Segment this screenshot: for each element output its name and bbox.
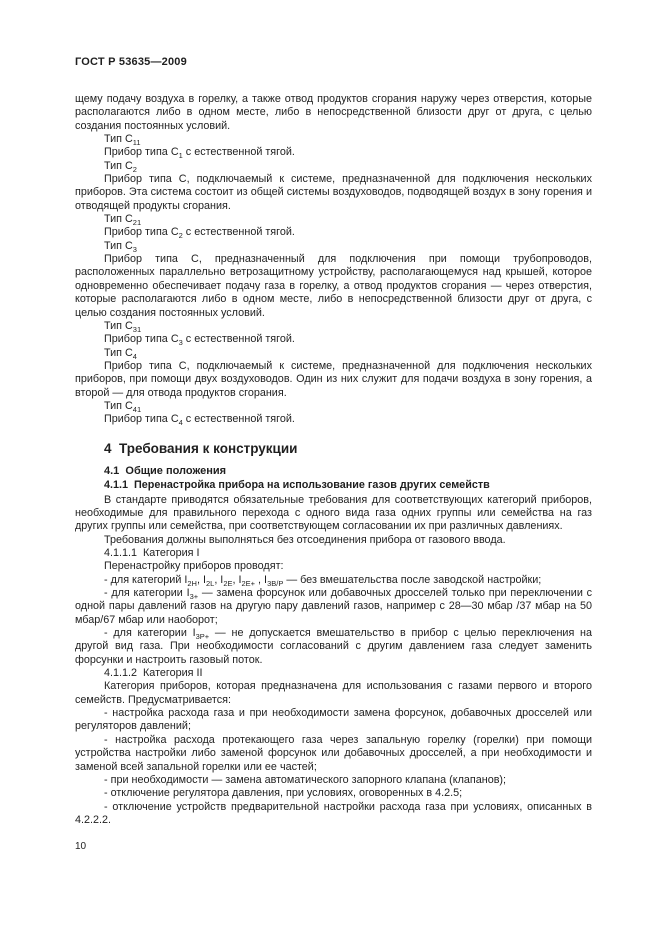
document-code-header: ГОСТ Р 53635—2009 bbox=[75, 56, 187, 68]
clause-heading-line: 4.1.1.1 Категория I bbox=[104, 547, 200, 559]
list-item: - при необходимости — замена автоматического запорного клапана (клапанов); bbox=[104, 773, 507, 786]
type-description-line: Прибор типа $С_2$ с естественной тягой. bbox=[104, 226, 295, 241]
paragraph-continuation: щему подачу воздуха в горелку, а также отвод продуктов сгорания наружу через отверстия, которые располагаются либо в одном месте, либо в непосредственной близости друг от друга, с целью создания постоянных условий. bbox=[75, 93, 592, 132]
type-description-line: Прибор типа $С_3$ с естественной тягой. bbox=[104, 333, 295, 348]
paragraph: В стандарте приводятся обязательные требования для соответствующих категорий приборов, необходимые для правильного перехода с одного вида газа одних группы или семейства на газ других группы или семейства, при соответствующем согласовании их при различных давлениях. bbox=[75, 493, 592, 533]
type-description-line: Прибор типа $С_1$ с естественной тягой. bbox=[104, 146, 295, 161]
page-number: 10 bbox=[75, 841, 87, 852]
paragraph: Категория приборов, которая предназначена для использования с газами первого и второго семейств. Предусматривается: bbox=[75, 680, 592, 706]
subsubsection-heading: 4.1.1 Перенастройка прибора на использование газов других семейств bbox=[104, 479, 490, 492]
paragraph: Прибор типа С, подключаемый к системе, предназначенной для подключения нескольких приборов, при помощи двух воздуховодов. Один из них служит для подачи воздуха в зону горения, а второй — для отвода продуктов сгорания. bbox=[75, 359, 592, 399]
list-item: - для категории $I_{3+}$ — замена форсунок или добавочных дросселей только при переключении с одной пары давлений газов на другую пару давлений газов, например с 28—30 мбар /37 мбар на 50 мбар/67 мбар или наоборот; bbox=[75, 587, 592, 626]
list-item: - настройка расхода протекающего газа через запальную горелку (горелки) при помощи устройства настройки либо заменой форсунок или добавочных дросселей, а при необходимости и заменой всей запальной горелки или ее частей; bbox=[75, 733, 592, 773]
paragraph: Прибор типа С, предназначенный для подключения при помощи трубопроводов, расположенных параллельно ветрозащитному устройству, располагающемуся над крышей, которое одновременно обеспечивает подачу газа в горелку, а отвод продуктов сгорания — через отверстия, которые располагаются либо в одном месте, либо в непосредственной близости друг от друга, с целью создания постоянных условий. bbox=[75, 253, 592, 319]
paragraph-lead-line: Перенастройку приборов проводят: bbox=[104, 560, 284, 573]
paragraph: Требования должны выполняться без отсоединения прибора от газового ввода. bbox=[104, 533, 506, 546]
list-item: - отключение регулятора давления, при условиях, оговоренных в 4.2.5; bbox=[104, 787, 463, 800]
paragraph: Прибор типа С, подключаемый к системе, предназначенной для подключения нескольких приборов. Эта система состоит из общей системы воздуховодов, подводящей воздух в зону горения и отводящей продукты сгорания. bbox=[75, 173, 592, 212]
clause-heading-line: 4.1.1.2 Категория II bbox=[104, 667, 203, 680]
type-designation-line: Тип $С_{11}$ bbox=[104, 133, 141, 148]
type-description-line: Прибор типа $С_4$ с естественной тягой. bbox=[104, 413, 295, 428]
type-designation-line: Тип $С_4$ bbox=[104, 346, 137, 361]
list-item: - для категории $I_{3P+}$ — не допускается вмешательство в прибор с целью переключения на другой вид газа. При необходимости согласований с другим давлением газа следует заменить форсунки и настроить газовый поток. bbox=[75, 627, 593, 666]
type-designation-line: Тип $С_{41}$ bbox=[104, 399, 142, 415]
type-designation-line: Тип $С_3$ bbox=[104, 239, 137, 254]
list-item: - отключение устройств предварительной настройки расхода газа при условиях, описанных в 4.2.2.2. bbox=[75, 800, 592, 826]
type-designation-line: Тип $С_2$ bbox=[104, 159, 137, 174]
document-body bbox=[75, 93, 592, 827]
list-item: - настройка расхода газа и при необходимости замена форсунок, добавочных дросселей или регуляторов давлений; bbox=[75, 707, 592, 733]
list-item: - для категорий $I_{2H}$, $I_{2L}$, $I_{2E}$, $I_{2E+}$ , $I_{3B/P}$ — без вмешательства после заводской настройки; bbox=[104, 573, 542, 588]
section-heading: 4 Требования к конструкции bbox=[104, 440, 298, 456]
type-designation-line: Тип $С_{21}$ bbox=[104, 213, 142, 228]
type-designation-line: Тип $С_{31}$ bbox=[104, 319, 142, 334]
subsection-heading: 4.1 Общие положения bbox=[104, 464, 227, 477]
